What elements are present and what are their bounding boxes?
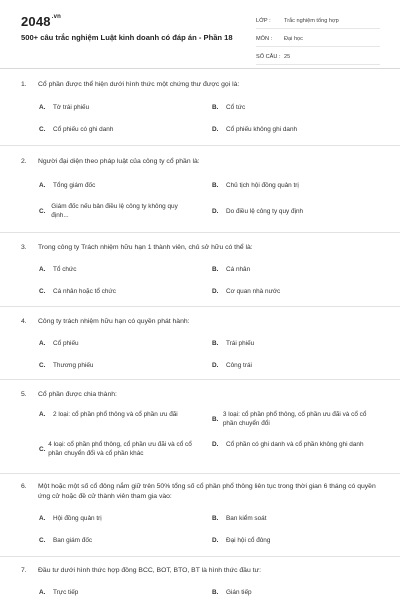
option-text: Tổ chức bbox=[53, 266, 77, 273]
meta-count-label: SỐ CÂU : bbox=[256, 54, 281, 60]
option-letter: B. bbox=[212, 104, 219, 111]
option-c[interactable] bbox=[39, 202, 179, 220]
question-2 bbox=[0, 146, 400, 233]
question-number: 1. bbox=[21, 81, 27, 88]
question-text: Đầu tư dưới hình thức hợp đồng BCC, BOT, BTO, BT là hình thức đầu tư: bbox=[38, 567, 261, 574]
option-a[interactable] bbox=[39, 588, 189, 597]
option-text: Cổ phiếu có ghi danh bbox=[53, 126, 114, 133]
option-letter: B. bbox=[212, 589, 219, 596]
logo-main: 2048 bbox=[21, 14, 51, 29]
option-c[interactable] bbox=[39, 361, 189, 370]
question-number: 4. bbox=[21, 318, 27, 325]
option-a[interactable] bbox=[39, 339, 189, 348]
option-c[interactable] bbox=[39, 287, 189, 296]
option-d[interactable] bbox=[212, 287, 382, 296]
meta-class-row bbox=[256, 14, 380, 29]
question-number: 3. bbox=[21, 244, 27, 251]
option-b[interactable] bbox=[212, 181, 382, 190]
option-text: 2 loại: cổ phần phổ thông và cổ phần ưu đãi bbox=[53, 411, 178, 418]
option-a[interactable] bbox=[39, 410, 199, 419]
option-letter: A. bbox=[39, 411, 46, 418]
option-a[interactable] bbox=[39, 181, 189, 190]
option-text: 4 loại: cổ phần phổ thông, cổ phần ưu đãi và cổ cổ phần chuyển đổi và cổ phần khác bbox=[48, 441, 192, 457]
meta-class-label: LỚP : bbox=[256, 18, 271, 24]
question-text: Một hoặc một số cổ đông nắm giữ trên 50% tổng số cổ phần phổ thông liên tục trong thời gian 6 tháng có quyền ứng cử hoặc đề cử thành viên tham gia vào: bbox=[38, 483, 376, 500]
option-letter: A. bbox=[39, 515, 46, 522]
question-number: 7. bbox=[21, 567, 27, 574]
option-letter: D. bbox=[212, 126, 219, 133]
option-letter: D. bbox=[212, 288, 219, 295]
option-letter: B. bbox=[212, 182, 219, 189]
option-text: Cổ phiếu không ghi danh bbox=[226, 126, 298, 133]
option-text: Tổng giám đốc bbox=[53, 182, 96, 189]
option-letter: C. bbox=[39, 445, 46, 453]
question-text: Người đại diện theo pháp luật của công ty cổ phần là: bbox=[38, 158, 200, 165]
question-5 bbox=[0, 380, 400, 474]
option-text: Giám đốc nếu bản điều lệ công ty không quy định... bbox=[51, 203, 178, 219]
option-c[interactable] bbox=[39, 125, 189, 134]
option-text: Công trái bbox=[226, 362, 252, 369]
option-letter: C. bbox=[39, 362, 46, 369]
option-text: Gián tiếp bbox=[226, 589, 252, 596]
option-text: Ban kiểm soát bbox=[226, 515, 267, 522]
option-text: Tờ trái phiếu bbox=[53, 104, 90, 111]
option-text: 3 loại: cổ phần phổ thông, cổ phần ưu đãi và cổ cổ phần chuyển đổi bbox=[222, 411, 367, 427]
option-text: Cổ phần có ghi danh và cổ phần không ghi danh bbox=[226, 441, 364, 448]
option-letter: A. bbox=[39, 104, 46, 111]
option-b[interactable] bbox=[212, 265, 382, 274]
question-list bbox=[0, 68, 400, 606]
question-4 bbox=[0, 307, 400, 380]
option-b[interactable] bbox=[212, 410, 372, 428]
option-d[interactable] bbox=[212, 361, 382, 370]
logo-domain: .vn bbox=[51, 14, 62, 20]
option-letter: C. bbox=[39, 126, 46, 133]
option-letter: B. bbox=[212, 266, 219, 273]
option-letter: D. bbox=[212, 362, 219, 369]
option-letter: D. bbox=[212, 537, 219, 544]
option-text: Trái phiếu bbox=[226, 340, 255, 347]
option-b[interactable] bbox=[212, 588, 382, 597]
meta-subject-row bbox=[256, 32, 380, 47]
question-number: 5. bbox=[21, 391, 27, 398]
question-text: Trong công ty Trách nhiệm hữu hạn 1 thành viên, chủ sở hữu có thể là: bbox=[38, 244, 253, 251]
option-d[interactable] bbox=[212, 207, 382, 216]
option-text: Thương phiếu bbox=[53, 362, 94, 369]
meta-subject-label: MÔN : bbox=[256, 36, 273, 42]
question-text: Cổ phần được thể hiện dưới hình thức một chứng thư được gọi là: bbox=[38, 81, 240, 88]
document-meta bbox=[256, 14, 380, 68]
option-b[interactable] bbox=[212, 339, 382, 348]
option-a[interactable] bbox=[39, 103, 189, 112]
option-b[interactable] bbox=[212, 103, 382, 112]
question-3 bbox=[0, 233, 400, 307]
option-letter: A. bbox=[39, 340, 46, 347]
option-letter: A. bbox=[39, 266, 46, 273]
option-b[interactable] bbox=[212, 514, 382, 523]
option-text: Chủ tịch hội đồng quản trị bbox=[226, 182, 299, 189]
question-6 bbox=[0, 474, 400, 557]
option-letter: B. bbox=[212, 340, 219, 347]
option-d[interactable] bbox=[212, 536, 382, 545]
option-text: Hội đồng quản trị bbox=[53, 515, 102, 522]
meta-class-value: Trắc nghiệm tổng hợp bbox=[284, 18, 339, 24]
meta-subject-value: Đại học bbox=[284, 36, 303, 42]
option-a[interactable] bbox=[39, 265, 189, 274]
option-text: Do điều lệ công ty quy định bbox=[226, 208, 304, 215]
option-letter: B. bbox=[212, 515, 219, 522]
option-text: Đại hội cổ đông bbox=[226, 537, 271, 544]
option-text: Cá nhân hoặc tổ chức bbox=[53, 288, 116, 295]
option-letter: A. bbox=[39, 589, 46, 596]
question-number: 6. bbox=[21, 483, 27, 490]
option-letter: D. bbox=[212, 208, 219, 215]
option-c[interactable] bbox=[39, 536, 189, 545]
option-text: Trực tiếp bbox=[53, 589, 79, 596]
option-letter: C. bbox=[39, 288, 46, 295]
question-7 bbox=[0, 557, 400, 606]
meta-count-row bbox=[256, 50, 380, 65]
document-header bbox=[0, 0, 400, 78]
option-letter: A. bbox=[39, 182, 46, 189]
question-text: Công ty trách nhiệm hữu hạn có quyền phát hành: bbox=[38, 318, 190, 325]
option-text: Ban giám đốc bbox=[53, 537, 93, 544]
document-title: 500+ câu trắc nghiệm Luật kinh doanh có đáp án - Phần 18 bbox=[21, 33, 233, 42]
option-a[interactable] bbox=[39, 514, 189, 523]
question-number: 2. bbox=[21, 158, 27, 165]
option-text: Cổ phiếu bbox=[53, 340, 79, 347]
option-text: Cơ quan nhà nước bbox=[226, 288, 281, 295]
question-text: Cổ phần được chia thành: bbox=[38, 391, 117, 398]
option-letter: C. bbox=[39, 537, 46, 544]
option-letter: B. bbox=[212, 415, 219, 423]
option-d[interactable] bbox=[212, 125, 382, 134]
meta-count-value: 25 bbox=[284, 54, 291, 60]
option-text: Cá nhân bbox=[226, 266, 251, 273]
option-d[interactable] bbox=[212, 440, 380, 449]
site-logo[interactable] bbox=[21, 14, 61, 29]
option-letter: D. bbox=[212, 441, 219, 448]
option-c[interactable] bbox=[39, 440, 207, 458]
option-letter: C. bbox=[39, 207, 46, 215]
option-text: Cổ tức bbox=[226, 104, 246, 111]
question-1 bbox=[0, 68, 400, 146]
